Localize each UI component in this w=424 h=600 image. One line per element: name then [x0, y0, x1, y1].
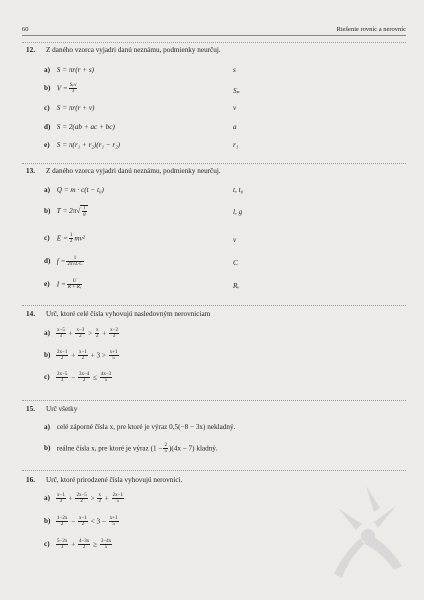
fraction	[56, 493, 66, 505]
fraction	[56, 372, 68, 384]
p13-unknown-b: l, g	[233, 208, 243, 216]
operator: +	[69, 540, 77, 549]
item-label: c)	[44, 373, 50, 382]
p12-unknown-a: s	[233, 66, 236, 74]
fraction	[95, 328, 100, 340]
operator: +	[66, 329, 75, 338]
fraction	[56, 328, 66, 340]
fraction-numerator: x+1	[109, 350, 118, 355]
p14-item-b	[44, 350, 120, 362]
p12-unknown-b: Sₚ	[233, 87, 240, 95]
p12-unknown-e: r₁	[233, 141, 239, 149]
fraction-denominator: 2	[79, 334, 82, 340]
fraction-numerator: x−1	[78, 350, 87, 355]
p12-unknown-c: v	[233, 104, 237, 112]
operator: >	[88, 494, 97, 503]
fraction-denominator: 3	[60, 378, 64, 384]
publisher-logo-watermark	[318, 478, 418, 588]
item-label: b)	[44, 351, 51, 360]
fraction-denominator: 5	[116, 499, 120, 505]
operator: < 3 −	[88, 517, 108, 526]
p12-item-c: c) S = πr(r + v)	[44, 104, 95, 112]
fraction-denominator: 2	[82, 378, 86, 384]
p12-unknown-d: a	[233, 123, 237, 131]
operator: −	[69, 373, 77, 382]
item-label: b)	[44, 517, 51, 526]
p13-item-a: a) Q = m · c(t − t₀)	[44, 186, 104, 194]
p16-item-a	[44, 493, 125, 505]
operator: >	[86, 329, 94, 338]
fraction-numerator: x+1	[109, 516, 118, 521]
fraction-numerator: 1−2x	[57, 516, 68, 521]
fraction-numerator: 4x−3	[100, 372, 112, 377]
fraction	[56, 350, 68, 362]
fraction	[78, 516, 88, 528]
p15-item-a: a) celé záporné čísla x, pre ktoré je výraz 0,5(−8 − 3x) nekladný.	[44, 423, 236, 431]
p16-item-c	[44, 539, 113, 551]
fraction-numerator: 2x−5	[57, 372, 68, 377]
item-label: c)	[44, 540, 50, 549]
p13-unknown-e: Rᵥ	[233, 282, 240, 290]
fraction	[100, 539, 112, 551]
fraction-denominator: 5	[112, 522, 115, 528]
operator: + 3 >	[88, 351, 108, 360]
fraction	[78, 350, 88, 362]
fraction-numerator: 2x−5	[76, 493, 87, 498]
fraction-denominator: 2	[80, 499, 83, 505]
item-label: a)	[44, 329, 50, 338]
operator: ≥	[91, 540, 99, 549]
p14-item-c	[44, 372, 113, 384]
fraction-numerator: x−1	[78, 516, 87, 521]
operator: +	[100, 329, 109, 338]
fraction	[75, 328, 85, 340]
fraction-denominator: 2	[60, 522, 64, 528]
problem-14: 14. Urč, ktoré celé čísla vyhovujú nasledovným nerovniciam	[26, 310, 211, 318]
fraction-numerator: x−3	[76, 328, 85, 333]
fraction-numerator: 3x−4	[78, 372, 90, 377]
divider	[22, 400, 406, 401]
fraction-denominator: 2	[98, 499, 101, 505]
operator: +	[69, 351, 77, 360]
operator: −	[69, 517, 77, 526]
fraction	[75, 493, 87, 505]
p15-item-b: b) reálne čísla x, pre ktoré je výraz (1 − $\frac{2}{5}$ )(4x − 7) kladný.	[44, 443, 218, 455]
page-number: 60	[22, 26, 29, 33]
fraction-denominator: 3	[59, 334, 63, 340]
fraction-denominator: 2	[81, 522, 85, 528]
p12-item-a: a) S = πr(r + s)	[44, 66, 95, 74]
divider	[22, 42, 406, 43]
p12-item-e: e) S = π(r₁ + r₂)(r₁ − r₂)	[44, 141, 121, 149]
problem-12: 12. Z daného vzorca vyjadri danú neznámu, podmienky neurčuj.	[26, 46, 221, 54]
operator: ≤	[91, 373, 99, 382]
fraction-denominator: 2	[82, 545, 86, 551]
fraction-numerator: x	[95, 328, 99, 333]
p13-unknown-c: v	[233, 236, 237, 244]
fraction-numerator: x−1	[57, 493, 65, 498]
p13-unknown-a: t, t₀	[233, 186, 244, 194]
p16-item-b	[44, 516, 120, 528]
fraction-denominator: 2	[60, 356, 64, 362]
p13-item-b: b) T = 2π√ $\frac{l}{g}$	[44, 206, 86, 218]
divider	[22, 163, 406, 164]
fraction-denominator: 3	[60, 545, 64, 551]
problem-16: 16. Urč, ktoré prirodzené čísla vyhovujú nerovnici.	[26, 476, 183, 484]
problem-13: 13. Z daného vzorca vyjadri danú neznámu, podmienky neurčuj.	[26, 167, 221, 175]
fraction-denominator: 5	[104, 378, 108, 384]
fraction	[97, 493, 102, 505]
problem-15: 15. Urč všetky	[26, 405, 78, 413]
fraction-denominator: 3	[59, 499, 63, 505]
p14-item-a	[44, 328, 120, 340]
p12-item-b: b) V = Sₚv 3	[44, 83, 77, 95]
fraction-numerator: x−2	[110, 328, 118, 333]
fraction-denominator: 3	[112, 334, 116, 340]
p13-item-c: c) E = $\frac{1}{2}$ mv²	[44, 233, 85, 245]
p13-item-e: e) I = $\frac{U}{\text{R + Rᵥ}}$	[44, 279, 82, 291]
fraction	[78, 539, 90, 551]
divider	[22, 470, 406, 471]
fraction-denominator: 5	[112, 356, 115, 362]
fraction	[78, 372, 90, 384]
fraction-numerator: 4−3x	[78, 539, 90, 544]
fraction-numerator: 2x−1	[112, 493, 123, 498]
fraction	[56, 516, 68, 528]
operator: +	[66, 494, 75, 503]
fraction	[100, 372, 112, 384]
divider	[22, 305, 406, 306]
fraction-numerator: x	[98, 493, 101, 498]
fraction-numerator: 3−4x	[100, 539, 112, 544]
fraction-numerator: 2x−1	[57, 350, 68, 355]
fraction-denominator: 5	[104, 545, 108, 551]
item-label: a)	[44, 494, 50, 503]
page-header	[22, 26, 406, 36]
fraction	[109, 516, 119, 528]
fraction-denominator: 2	[81, 356, 85, 362]
fraction-numerator: x−5	[57, 328, 65, 333]
p13-unknown-d: C	[233, 259, 238, 267]
fraction-numerator: 5−2x	[57, 539, 68, 544]
p13-item-d: d) f = $\frac{1}{2\pi√L\cdot C}$	[44, 256, 83, 268]
operator: +	[102, 494, 111, 503]
fraction	[109, 328, 119, 340]
p12-item-d: d) S = 2(ab + ac + bc)	[44, 123, 115, 131]
fraction	[112, 493, 124, 505]
fraction	[56, 539, 68, 551]
fraction-denominator: 2	[95, 334, 99, 340]
fraction	[109, 350, 119, 362]
chapter-title: Riešenie rovníc a nerovníc	[336, 26, 406, 33]
